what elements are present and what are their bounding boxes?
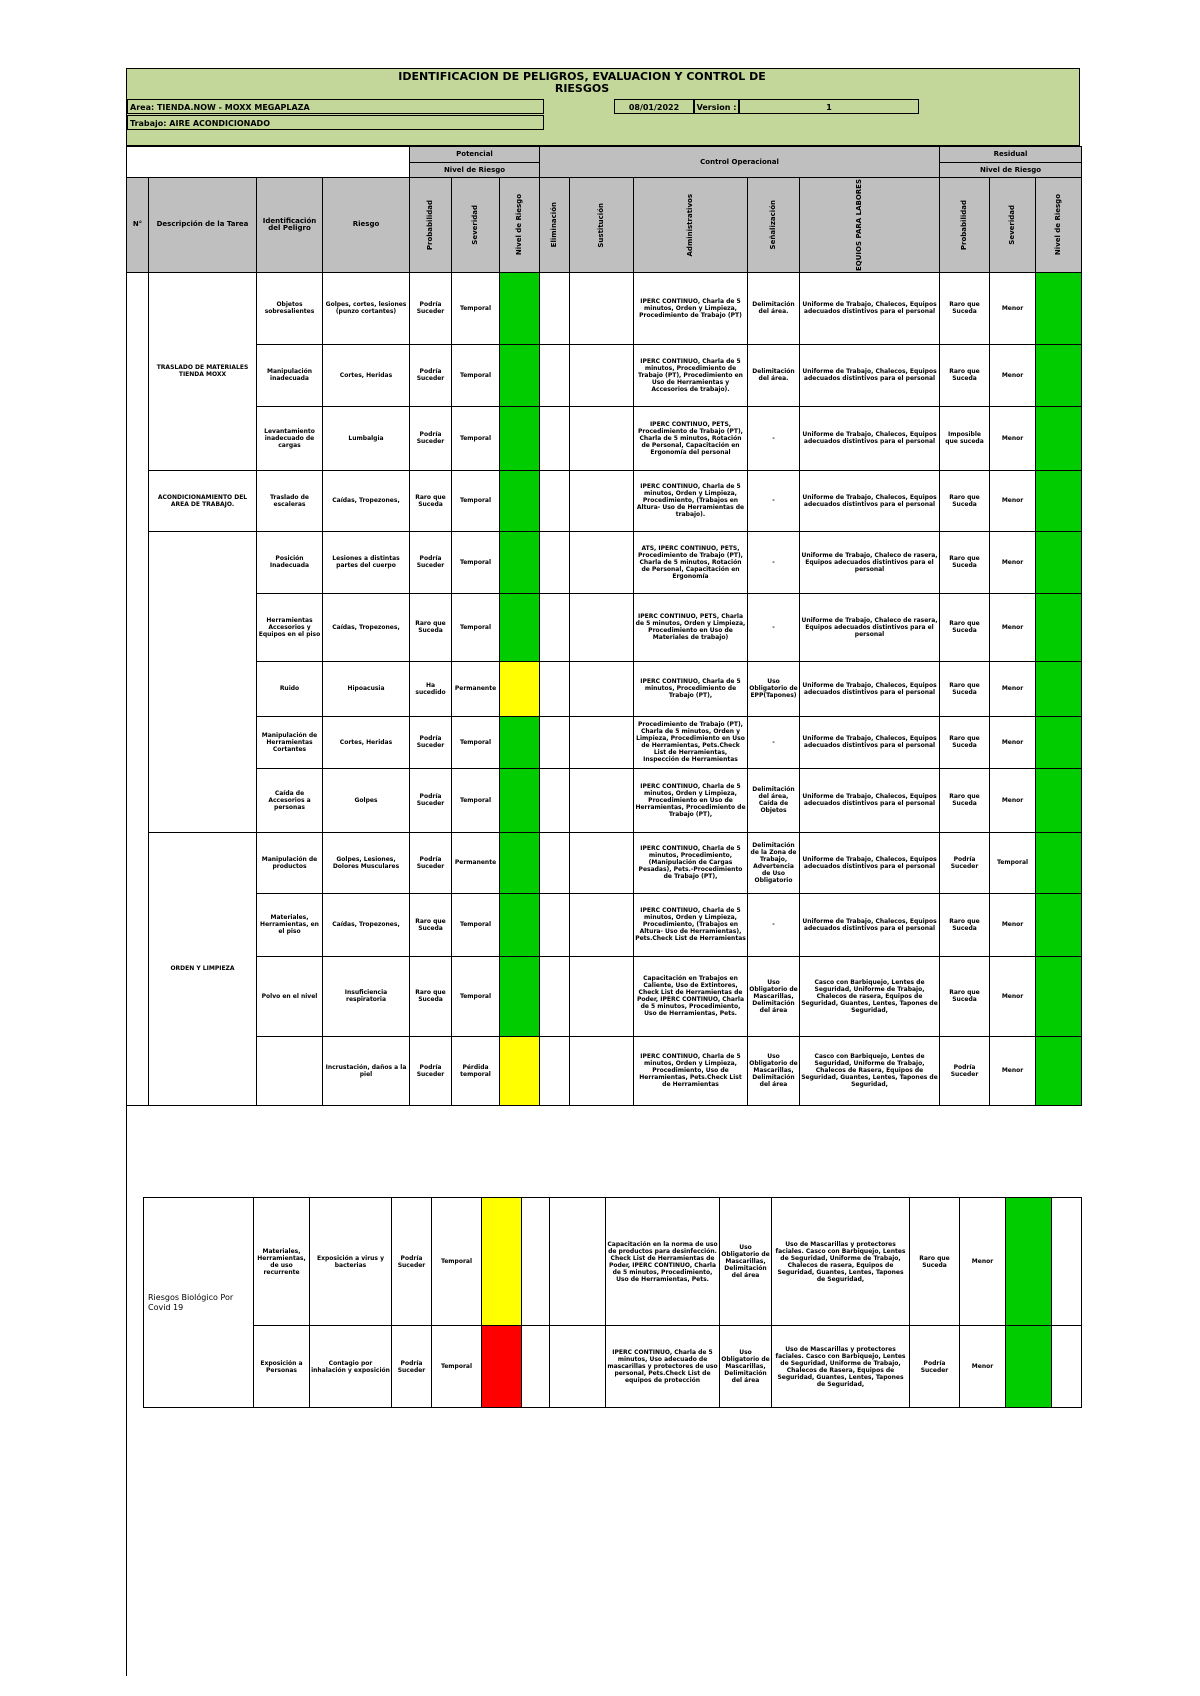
eliminacion-cell [540,893,570,956]
residual-severity-cell: Menor [990,470,1036,531]
eliminacion-cell [540,593,570,661]
residual-level-cell [1036,768,1082,832]
admin-cell: Capacitación en la norma de uso de productos para desinfección. Check List de Herramientas de Poder, IPERC CONTINUO, Charla de 5 minutos, Procedimiento, Uso de Herramientas, Pets. [606,1198,720,1326]
residual-probability-cell: Raro que Suceda [940,593,990,661]
eliminacion-cell [540,956,570,1036]
severity-cell: Temporal [452,716,500,768]
residual-level-cell [1036,531,1082,593]
sustitucion-cell [570,406,634,470]
risk-level-cell [500,893,540,956]
senalizacion-cell: Delimitación del área. [748,272,800,344]
admin-cell: ATS, IPERC CONTINUO, PETS, Procedimiento de Trabajo (PT), Charla de 5 minutos, Rotación de Personal, Capacitación en Ergonomía [634,531,748,593]
risk-level-cell [500,716,540,768]
senalizacion-cell: - [748,593,800,661]
page-title: IDENTIFICACION DE PELIGROS, EVALUACION Y CONTROL DE RIESGOS [398,70,766,95]
residual-severity-cell: Menor [990,768,1036,832]
senalizacion-cell: - [748,531,800,593]
col-res-probabilidad: Probabilidad [960,199,969,251]
severity-cell: Temporal [452,406,500,470]
table-row [127,716,1082,768]
riesgo-cell: Lumbalgia [323,406,410,470]
col-nivel: Nivel de Riesgo [515,194,523,256]
eliminacion-cell [540,272,570,344]
row-number-cell [127,272,149,1105]
riesgo-cell: Cortes, Heridas [323,716,410,768]
col-res-severidad: Severidad [1008,205,1017,245]
probability-cell: Podría Suceder [410,406,452,470]
risk-level-cell [500,406,540,470]
senalizacion-cell: Uso Obligatorio de Mascarillas, Delimitación del área [720,1198,772,1326]
equipos-cell: Uniforme de Trabajo, Chalecos, Equipos adecuados distintivos para el personal [800,768,940,832]
severity-cell: Temporal [452,893,500,956]
col-descripcion: Descripción de la Tarea [149,178,257,273]
severity-cell: Temporal [452,956,500,1036]
senalizacion-cell: Uso Obligatorio de Mascarillas, Delimitación del área [720,1326,772,1408]
risk-level-cell [500,531,540,593]
peligro-cell: Herramientas Accesorios y Equipos en el piso [257,593,323,661]
date-field: 08/01/2022 [614,99,694,114]
probability-cell: Podría Suceder [392,1326,432,1408]
peligro-cell: Objetos sobresalientes [257,272,323,344]
residual-severity-cell: Temporal [990,832,1036,893]
eliminacion-cell [540,768,570,832]
sustitucion-cell [550,1326,606,1408]
table-row [127,1036,1082,1105]
residual-level-cell [1036,893,1082,956]
version-label: Version : [694,99,739,114]
table-row [127,768,1082,832]
equipos-cell: Casco con Barbiquejo, Lentes de Seguridad, Uniforme de Trabajo, Chalecos de rasera, Equipos de Seguridad, Guantes, Lentes, Tapones de Seguridad, [800,956,940,1036]
riesgo-cell: Caídas, Tropezones, [323,470,410,531]
probability-cell: Podría Suceder [410,832,452,893]
eliminacion-cell [540,832,570,893]
probability-cell: Podría Suceder [410,272,452,344]
risk-level-cell [500,832,540,893]
col-equipos: EQUIOS PARA LABORES [854,179,863,271]
residual-severity-cell: Menor [990,1036,1036,1105]
equipos-cell: Uniforme de Trabajo, Chalecos, Equipos adecuados distintivos para el personal [800,406,940,470]
riesgo-cell: Caídas, Tropezones, [323,893,410,956]
residual-probability-cell: Raro que Suceda [940,272,990,344]
table-row [127,344,1082,406]
residual-probability-cell: Podría Suceder [940,1036,990,1105]
residual-severity-cell: Menor [990,956,1036,1036]
severity-cell: Temporal [432,1198,482,1326]
probability-cell: Podría Suceder [410,531,452,593]
residual-severity-cell: Menor [990,406,1036,470]
residual-nivel-header: Nivel de Riesgo [940,163,1082,178]
severity-cell: Temporal [452,272,500,344]
col-n: N° [127,178,149,273]
risk-level-cell [500,272,540,344]
peligro-cell: Manipulación de productos [257,832,323,893]
residual-probability-cell: Podría Suceder [910,1326,960,1408]
admin-cell: IPERC CONTINUO, Charla de 5 minutos, Uso adecuado de mascarillas y protectores de uso personal, Pets.Check List de equipos de protección [606,1326,720,1408]
eliminacion-cell [522,1326,550,1408]
severity-cell: Permanente [452,832,500,893]
sustitucion-cell [570,272,634,344]
admin-cell: IPERC CONTINUO, PETS, Charla de 5 minutos, Orden y Limpieza, Procedimiento en Uso de Materiales de trabajo) [634,593,748,661]
probability-cell: Raro que Suceda [410,470,452,531]
riesgo-cell: Cortes, Heridas [323,344,410,406]
probability-cell: Podría Suceder [410,344,452,406]
table-row [127,531,1082,593]
residual-level-cell [1036,661,1082,716]
table-row [127,272,1082,344]
eliminacion-cell [522,1198,550,1326]
residual-level-cell [1036,1036,1082,1105]
table-body [127,272,1082,1105]
riesgo-cell: Insuficiencia respiratoria [323,956,410,1036]
col-senalizacion: Señalización [769,200,777,250]
peligro-cell: Posición Inadecuada [257,531,323,593]
peligro-cell: Exposición a Personas [254,1326,310,1408]
residual-severity-cell: Menor [990,593,1036,661]
severity-cell: Temporal [452,768,500,832]
severity-cell: Pérdida temporal [452,1036,500,1105]
version-value: 1 [739,99,919,114]
senalizacion-cell: - [748,893,800,956]
potencial-header: Potencial [410,147,540,163]
riesgo-cell: Caídas, Tropezones, [323,593,410,661]
sustitucion-cell [570,768,634,832]
probability-cell: Raro que Suceda [410,893,452,956]
eliminacion-cell [540,661,570,716]
sustitucion-cell [550,1198,606,1326]
equipos-cell: Uso de Mascarillas y protectores faciales. Casco con Barbiquejo, Lentes de Seguridad, Uniforme de Trabajo, Chalecos de Rasera, Equipos de Seguridad, Guantes, Lentes, Tapones de Seguridad, [772,1326,910,1408]
severity-cell: Temporal [452,344,500,406]
peligro-cell: Levantamiento inadecuado de cargas [257,406,323,470]
risk-level-cell [500,661,540,716]
equipos-cell: Uniforme de Trabajo, Chalecos, Equipos adecuados distintivos para el personal [800,470,940,531]
sustitucion-cell [570,531,634,593]
riesgo-cell: Incrustación, daños a la piel [323,1036,410,1105]
riesgo-cell: Lesiones a distintas partes del cuerpo [323,531,410,593]
admin-cell: Capacitación en Trabajos en Caliente, Uso de Extintores, Check List de Herramientas de Poder, IPERC CONTINUO, Charla de 5 minutos, Procedimiento, Uso de Herramientas, Pets. [634,956,748,1036]
riesgo-cell: Exposición a virus y bacterias [310,1198,392,1326]
eliminacion-cell [540,1036,570,1105]
riesgo-cell: Hipoacusia [323,661,410,716]
bio-table-row [144,1326,1082,1408]
eliminacion-cell [540,470,570,531]
peligro-cell: Manipulación de Herramientas Cortantes [257,716,323,768]
extra-cell [1052,1326,1082,1408]
admin-cell: IPERC CONTINUO, Charla de 5 minutos, Orden y Limpieza, Procedimiento de Trabajo (PT) [634,272,748,344]
residual-level-cell [1036,272,1082,344]
peligro-cell: Caída de Accesorios a personas [257,768,323,832]
task-cell: ORDEN Y LIMPIEZA [149,832,257,1105]
residual-severity-cell: Menor [990,344,1036,406]
senalizacion-cell: - [748,470,800,531]
sustitucion-cell [570,470,634,531]
bio-table-body [144,1198,1082,1408]
residual-probability-cell: Imposible que suceda [940,406,990,470]
col-probabilidad: Probabilidad [426,199,434,251]
eliminacion-cell [540,531,570,593]
col-riesgo: Riesgo [323,178,410,273]
probability-cell: Podría Suceder [410,768,452,832]
trabajo-field: Trabajo: AIRE ACONDICIONADO [127,115,544,130]
senalizacion-cell: - [748,406,800,470]
bio-table-row [144,1198,1082,1326]
residual-probability-cell: Raro que Suceda [940,716,990,768]
risk-level-cell [500,768,540,832]
eliminacion-cell [540,716,570,768]
severity-cell: Temporal [452,531,500,593]
equipos-cell: Casco con Barbiquejo, Lentes de Seguridad, Uniforme de Trabajo, Chalecos de Rasera, Equipos de Seguridad, Guantes, Lentes, Tapones de Seguridad, [800,1036,940,1105]
extra-cell [1052,1198,1082,1326]
table-row [127,593,1082,661]
admin-cell: IPERC CONTINUO, PETS, Procedimiento de Trabajo (PT), Charla de 5 minutos, Rotación de Personal, Capacitación en Ergonomía del personal [634,406,748,470]
task-cell: ACONDICIONAMIENTO DEL AREA DE TRABAJO. [149,470,257,531]
nivel-riesgo-header: Nivel de Riesgo [410,163,540,178]
risk-level-cell [500,1036,540,1105]
probability-cell: Podría Suceder [392,1198,432,1326]
peligro-cell: Polvo en el nivel [257,956,323,1036]
residual-severity-cell: Menor [990,661,1036,716]
table-row [127,832,1082,893]
admin-cell: IPERC CONTINUO, Charla de 5 minutos, Orden y Limpieza, Procedimiento, Uso de Herramientas, Pets.Check List de Herramientas [634,1036,748,1105]
riesgo-cell: Golpes [323,768,410,832]
admin-cell: IPERC CONTINUO, Charla de 5 minutos, Procedimiento de Trabajo (PT), [634,661,748,716]
residual-severity-cell: Menor [960,1198,1006,1326]
sustitucion-cell [570,344,634,406]
risk-level-cell [482,1326,522,1408]
admin-cell: IPERC CONTINUO, Charla de 5 minutos, Orden y Limpieza, Procedimiento, (Trabajos en Altura- Uso de Herramientas de trabajo). [634,470,748,531]
equipos-cell: Uso de Mascarillas y protectores faciales. Casco con Barbiquejo, Lentes de Seguridad, Uniforme de Trabajo, Chalecos de rasera, Equipos de Seguridad, Guantes, Lentes, Tapones de Seguridad, [772,1198,910,1326]
probability-cell: Podría Suceder [410,1036,452,1105]
peligro-cell: Materiales, Herramientas, de uso recurrente [254,1198,310,1326]
residual-level-cell [1036,406,1082,470]
equipos-cell: Uniforme de Trabajo, Chaleco de rasera, Equipos adecuados distintivos para el personal [800,593,940,661]
sustitucion-cell [570,893,634,956]
probability-cell: Ha sucedido [410,661,452,716]
equipos-cell: Uniforme de Trabajo, Chalecos, Equipos adecuados distintivos para el personal [800,344,940,406]
residual-probability-cell: Raro que Suceda [940,893,990,956]
residual-severity-cell: Menor [990,531,1036,593]
residual-probability-cell: Raro que Suceda [940,344,990,406]
table-row [127,470,1082,531]
admin-cell: IPERC CONTINUO, Charla de 5 minutos, Procedimiento de Trabajo (PT), Procedimiento en Uso de Herramientas y Accesorios de trabajo). [634,344,748,406]
probability-cell: Podría Suceder [410,716,452,768]
admin-cell: Procedimiento de Trabajo (PT), Charla de 5 minutos, Orden y Limpieza, Procedimiento en Uso de Herramientas, Pets.Check List de Herramientas, Inspección de Herramientas [634,716,748,768]
severity-cell: Temporal [432,1326,482,1408]
equipos-cell: Uniforme de Trabajo, Chaleco de rasera, Equipos adecuados distintivos para el personal [800,531,940,593]
probability-cell: Raro que Suceda [410,593,452,661]
residual-severity-cell: Menor [990,893,1036,956]
probability-cell: Raro que Suceda [410,956,452,1036]
admin-cell: IPERC CONTINUO, Charla de 5 minutos, Orden y Limpieza, Procedimiento en Uso de Herramientas, Procedimiento de Trabajo (PT), [634,768,748,832]
severity-cell: Temporal [452,470,500,531]
riesgo-cell: Golpes, Lesiones, Dolores Musculares [323,832,410,893]
sustitucion-cell [570,956,634,1036]
col-eliminacion: Eliminación [550,202,558,248]
sustitucion-cell [570,593,634,661]
severity-cell: Permanente [452,661,500,716]
residual-level-cell [1036,832,1082,893]
riesgo-cell: Contagio por inhalación y exposición [310,1326,392,1408]
bio-task-cell: Riesgos Biológico Por Covid 19 [144,1198,254,1408]
peligro-cell: Ruido [257,661,323,716]
residual-level-cell [1036,956,1082,1036]
residual-level-cell [1036,593,1082,661]
senalizacion-cell: Delimitación de la Zona de Trabajo, Advertencia de Uso Obligatorio [748,832,800,893]
residual-level-cell [1006,1198,1052,1326]
table-row [127,661,1082,716]
col-sustitucion: Sustitución [597,202,605,248]
residual-level-cell [1036,716,1082,768]
residual-level-cell [1036,344,1082,406]
risk-matrix-table [126,146,1082,1106]
header-block [126,68,1080,146]
peligro-cell: Manipulación inadecuada [257,344,323,406]
senalizacion-cell: Delimitación del área. [748,344,800,406]
sustitucion-cell [570,832,634,893]
equipos-cell: Uniforme de Trabajo, Chalecos, Equipos adecuados distintivos para el personal [800,893,940,956]
risk-level-cell [500,956,540,1036]
biological-risk-table [143,1197,1082,1408]
residual-probability-cell: Podría Suceder [940,832,990,893]
senalizacion-cell: Uso Obligatorio de Mascarillas, Delimitación del área [748,1036,800,1105]
col-identificacion: Identificación del Peligro [257,178,323,273]
residual-severity-cell: Menor [990,272,1036,344]
senalizacion-cell: Uso Obligatorio de Mascarillas, Delimitación del área [748,956,800,1036]
area-field: Area: TIENDA.NOW - MOXX MEGAPLAZA [127,99,544,114]
residual-severity-cell: Menor [990,716,1036,768]
control-header: Control Operacional [540,147,940,178]
header-banner [126,68,1080,146]
task-cell [149,531,257,832]
senalizacion-cell: Delimitación del área, Caída de Objetos [748,768,800,832]
table-row [127,893,1082,956]
peligro-cell: Traslado de escaleras [257,470,323,531]
col-res-nivel: Nivel de Riesgo [1054,194,1063,256]
peligro-cell: Materiales, Herramientas, en el piso [257,893,323,956]
risk-level-cell [500,593,540,661]
col-severidad: Severidad [471,205,479,245]
equipos-cell: Uniforme de Trabajo, Chalecos, Equipos adecuados distintivos para el personal [800,832,940,893]
senalizacion-cell: Uso Obligatorio de EPP(Tapones) [748,661,800,716]
residual-probability-cell: Raro que Suceda [940,531,990,593]
residual-level-cell [1036,470,1082,531]
eliminacion-cell [540,344,570,406]
risk-level-cell [482,1198,522,1326]
residual-probability-cell: Raro que Suceda [940,956,990,1036]
peligro-cell [257,1036,323,1105]
sustitucion-cell [570,716,634,768]
eliminacion-cell [540,406,570,470]
table-row [127,406,1082,470]
riesgo-cell: Golpes, cortes, lesiones (punzo cortantes) [323,272,410,344]
senalizacion-cell: - [748,716,800,768]
equipos-cell: Uniforme de Trabajo, Chalecos, Equipos adecuados distintivos para el personal [800,716,940,768]
severity-cell: Temporal [452,593,500,661]
task-cell: TRASLADO DE MATERIALES TIENDA MOXX [149,272,257,470]
residual-probability-cell: Raro que Suceda [940,661,990,716]
residual-level-cell [1006,1326,1052,1408]
residual-header: Residual [940,147,1082,163]
residual-probability-cell: Raro que Suceda [940,768,990,832]
admin-cell: IPERC CONTINUO, Charla de 5 minutos, Orden y Limpieza, Procedimiento, (Trabajos en Altura- Uso de Herramientas), Pets.Check List de Herramientas [634,893,748,956]
sustitucion-cell [570,661,634,716]
equipos-cell: Uniforme de Trabajo, Chalecos, Equipos adecuados distintivos para el personal [800,272,940,344]
risk-level-cell [500,344,540,406]
col-administrativos: Administrativos [686,193,694,257]
admin-cell: IPERC CONTINUO, Charla de 5 minutos, Procedimiento, (Manipulación de Cargas Pesadas), Pets.-Procedimiento de Trabajo (PT), [634,832,748,893]
table-row [127,956,1082,1036]
risk-level-cell [500,470,540,531]
sustitucion-cell [570,1036,634,1105]
residual-probability-cell: Raro que Suceda [910,1198,960,1326]
residual-severity-cell: Menor [960,1326,1006,1408]
residual-probability-cell: Raro que Suceda [940,470,990,531]
equipos-cell: Uniforme de Trabajo, Chalecos, Equipos adecuados distintivos para el personal [800,661,940,716]
